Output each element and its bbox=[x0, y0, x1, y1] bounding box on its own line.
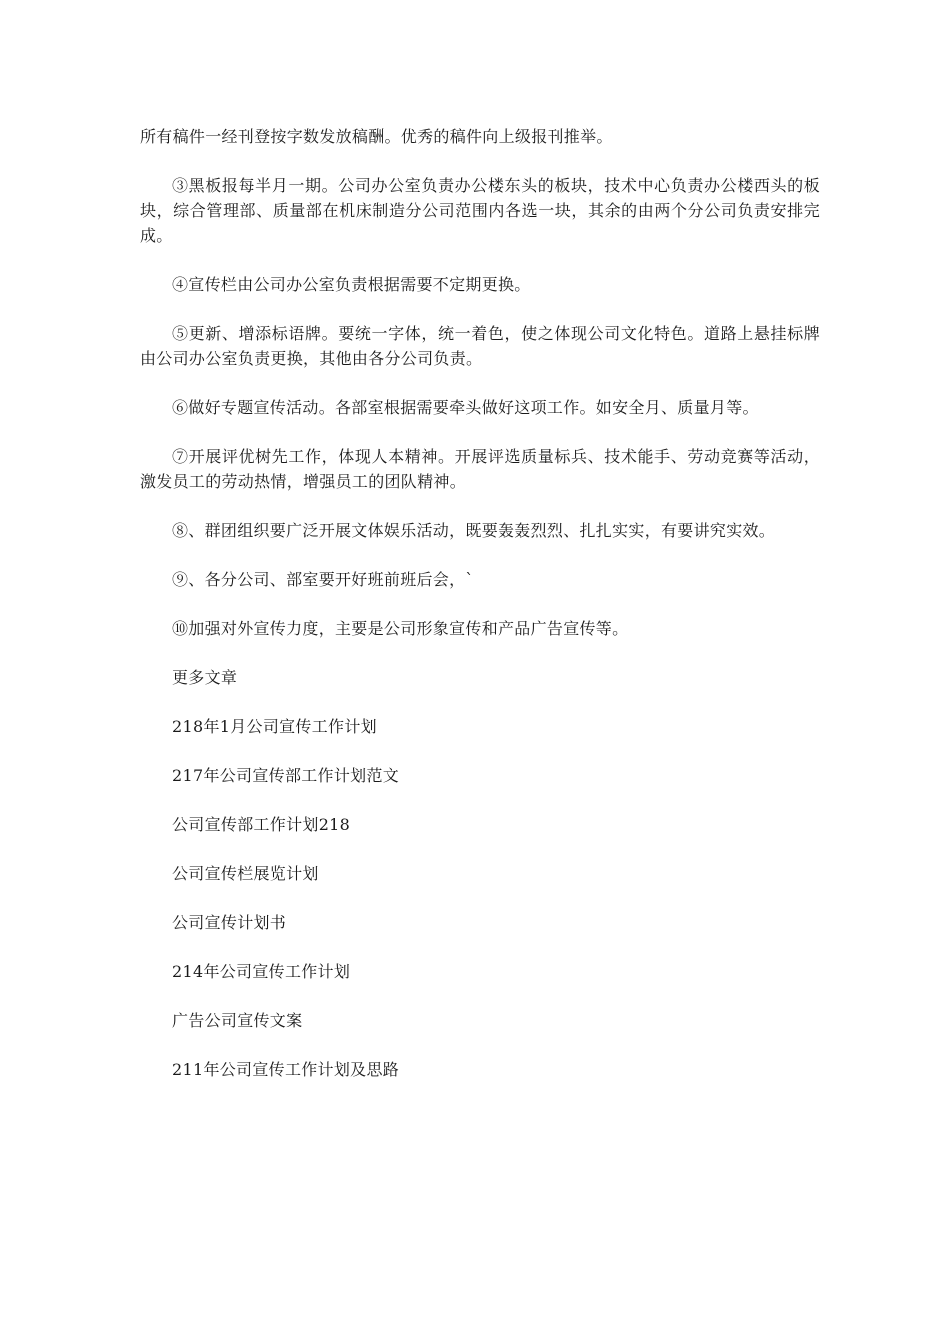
paragraph-item-7: ⑦开展评优树先工作，体现人本精神。开展评选质量标兵、技术能手、劳动竞赛等活动，激发员工的劳动热情，增强员工的团队精神。 bbox=[140, 447, 820, 491]
paragraph-item-6: ⑥做好专题宣传活动。各部室根据需要牵头做好这项工作。如安全月、质量月等。 bbox=[172, 398, 759, 417]
paragraph-item-10: ⑩加强对外宣传力度，主要是公司形象宣传和产品广告宣传等。 bbox=[172, 619, 629, 638]
paragraph-item-9: ⑨、各分公司、部室要开好班前班后会，` bbox=[172, 570, 474, 589]
paragraph-continuation: 所有稿件一经刊登按字数发放稿酬。优秀的稿件向上级报刊推举。 bbox=[140, 127, 613, 146]
more-article-link[interactable]: 公司宣传部工作计划218 bbox=[172, 815, 351, 834]
more-article-link[interactable]: 211年公司宣传工作计划及思路 bbox=[172, 1060, 400, 1079]
more-article-link[interactable]: 218年1月公司宣传工作计划 bbox=[172, 717, 377, 736]
more-articles-heading: 更多文章 bbox=[172, 668, 238, 687]
paragraph-item-4: ④宣传栏由公司办公室负责根据需要不定期更换。 bbox=[172, 275, 531, 294]
more-article-link[interactable]: 公司宣传计划书 bbox=[172, 913, 287, 932]
more-article-link[interactable]: 公司宣传栏展览计划 bbox=[172, 864, 319, 883]
more-article-link[interactable]: 214年公司宣传工作计划 bbox=[172, 962, 351, 981]
document-body bbox=[140, 124, 820, 1106]
more-articles-list bbox=[140, 714, 820, 1082]
more-article-link[interactable]: 广告公司宣传文案 bbox=[172, 1011, 303, 1030]
paragraph-item-5: ⑤更新、增添标语牌。要统一字体，统一着色，使之体现公司文化特色。道路上悬挂标牌由公司办公室负责更换，其他由各分公司负责。 bbox=[140, 324, 820, 368]
paragraph-item-3: ③黑板报每半月一期。公司办公室负责办公楼东头的板块，技术中心负责办公楼西头的板块，综合管理部、质量部在机床制造分公司范围内各选一块，其余的由两个分公司负责安排完成。 bbox=[140, 176, 820, 245]
paragraph-item-8: ⑧、群团组织要广泛开展文体娱乐活动，既要轰轰烈烈、扎扎实实，有要讲究实效。 bbox=[172, 521, 776, 540]
more-article-link[interactable]: 217年公司宣传部工作计划范文 bbox=[172, 766, 400, 785]
